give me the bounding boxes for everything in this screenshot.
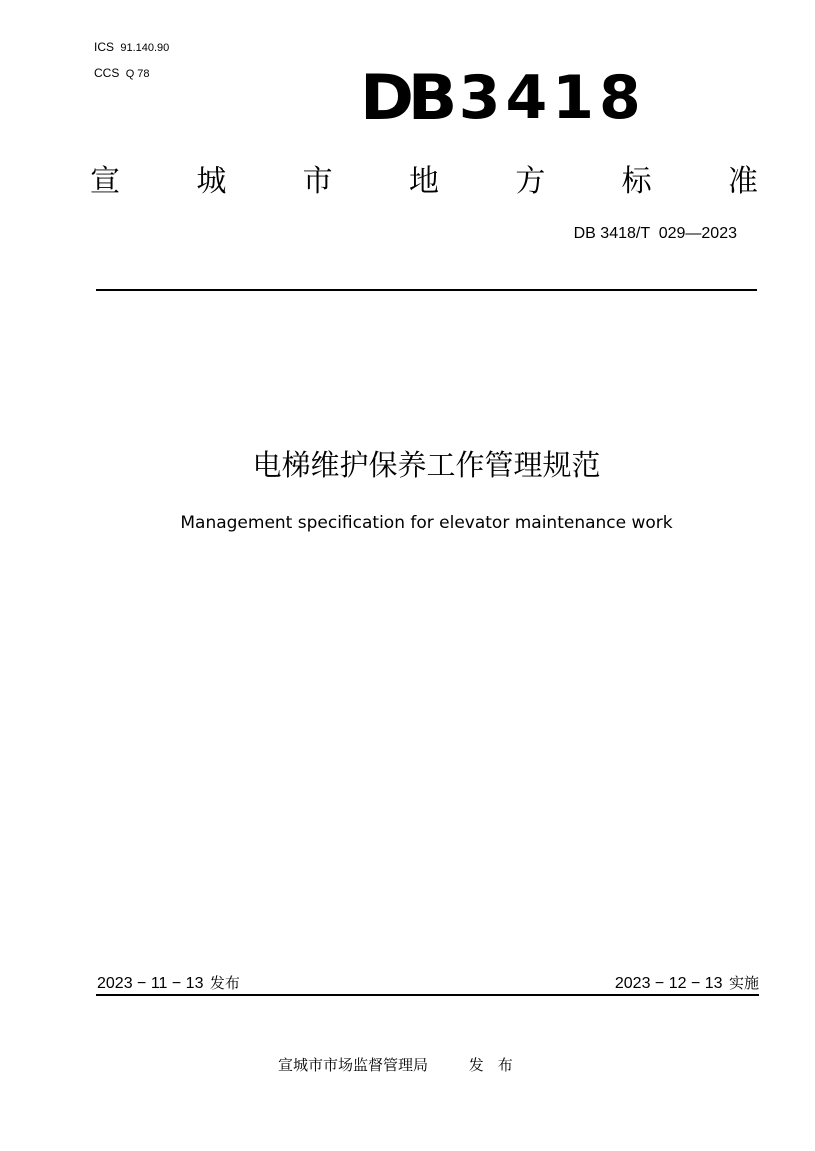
ccs-label: CCS [94,66,120,80]
ccs-classification [94,66,150,81]
db-logo [360,61,646,134]
db-mark: DB [360,61,452,134]
standard-code: DB 3418/T 029—2023 [573,225,737,242]
db-region-number: 3418 [458,63,646,133]
document-title-chinese: 电梯维护保养工作管理规范 [252,448,601,482]
issue-date-line [97,973,240,994]
standard-type-char: 准 [727,164,758,199]
issue-label: 发布 [209,974,240,992]
standard-type-char: 方 [515,164,546,199]
document-title-english: Management specification for elevator maintenance work [180,513,673,533]
ics-classification [94,40,169,55]
standard-type-char: 地 [408,164,439,199]
top-divider [96,289,757,291]
standard-type-char: 市 [302,164,333,199]
bottom-divider [96,994,759,996]
standard-type-heading [90,160,758,204]
standard-type-char: 宣 [90,164,120,199]
ics-label: ICS [94,40,115,54]
implement-date: 2023 − 12 − 13 [614,975,723,992]
ics-code: 91.140.90 [120,42,170,54]
publisher-action: 发布 [468,1056,527,1074]
standard-type-char: 标 [621,164,652,199]
implement-label: 实施 [728,974,759,992]
ccs-code: Q 78 [125,68,150,80]
standard-type-char: 城 [196,164,227,199]
publisher-name: 宣城市市场监督管理局 [278,1056,429,1074]
publisher-line [278,1055,527,1075]
implement-date-line [615,973,759,994]
issue-date: 2023 − 11 − 13 [97,975,204,992]
